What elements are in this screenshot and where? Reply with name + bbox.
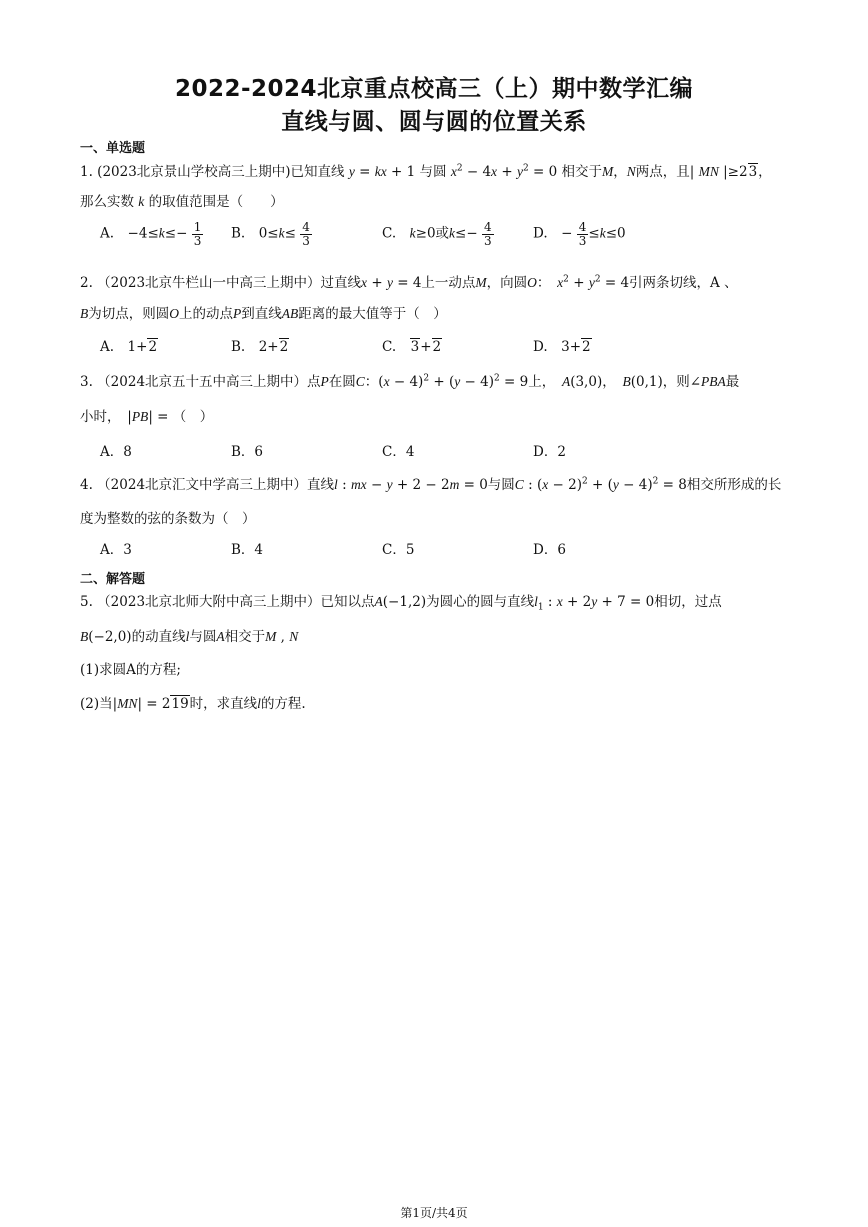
question-1: 1. (2023北京景山学校高三上期中)已知直线 y = kx + 1 与圆 $x^2 - 4x + y^2 = 0$ 相交于M，N两点，且| MN |≥23， [80,163,772,180]
doc-title: 2022-2024北京重点校高三（上）期中数学汇编 [174,76,694,102]
option-b: B．6 [231,444,264,460]
question-2-line2: B为切点，则圆O上的动点P到直线AB距离的最大值等于（ ） [80,306,447,322]
question-3: 3. （2024北京五十五中高三上期中）点P在圆C：$(x - 4)^2 + (y - 4)^2 = 9$上， A(3,0)， B(0,1)，则∠PBA最 [80,373,740,390]
question-5-part2: (2)当|MN| = 219时，求直线l的方程. [80,696,306,712]
question-3-line2: 小时， |PB| = （ ） [80,409,214,425]
question-4: 4. （2024北京汇文中学高三上期中）直线l : mx − y + 2 − 2m = 0与圆C : $(x - 2)^2 + (y - 4)^2 = 8$相交所形成的长 [80,476,782,493]
question-2: 2. （2023北京牛栏山一中高三上期中）过直线x + y = 4上一动点M，向圆O： $x^2 + y^2 = 4$引两条切线，A 、 [80,274,738,291]
option-a: A. 1+2 [100,339,158,355]
option-c: C. k≥0或k≤− $\frac{4}{3}$ [382,220,492,248]
option-c: C. 3+2 [382,339,442,355]
doc-subtitle: 直线与圆、圆与圆的位置关系 [281,109,587,135]
option-d: D. 3+2 [533,339,591,355]
option-d: D．2 [533,444,566,460]
option-b: B. 0≤k≤ $\frac{4}{3}$ [231,220,310,248]
option-a: A．3 [100,542,132,558]
page-footer: 第1页/共4页 [400,1206,468,1220]
option-a: A．8 [100,444,132,460]
section-answer: 二、解答题 [80,572,146,587]
option-c: C．4 [382,444,415,460]
question-1-line2: 那么实数 k 的取值范围是（ ） [80,194,284,210]
option-b: B. 2+2 [231,339,289,355]
section-single-choice: 一、单选题 [80,141,146,156]
option-d: D. − $\frac{4}{3}$ ≤k≤0 [533,220,626,248]
question-5: 5. （2023北京北师大附中高三上期中）已知以点A(−1,2)为圆心的圆与直线$l_1$ : x + 2y + 7 = 0相切，过点 [80,594,722,613]
question-5-part1: (1)求圆A的方程; [80,662,181,678]
question-5-line2: B(−2,0)的动直线l与圆A相交于M , N [80,629,299,645]
option-b: B．4 [231,542,264,558]
option-d: D．6 [533,542,566,558]
option-a: A. −4≤k≤− $\frac{1}{3}$ [100,220,202,248]
option-c: C．5 [382,542,415,558]
question-4-line2: 度为整数的弦的条数为（ ） [80,511,256,527]
